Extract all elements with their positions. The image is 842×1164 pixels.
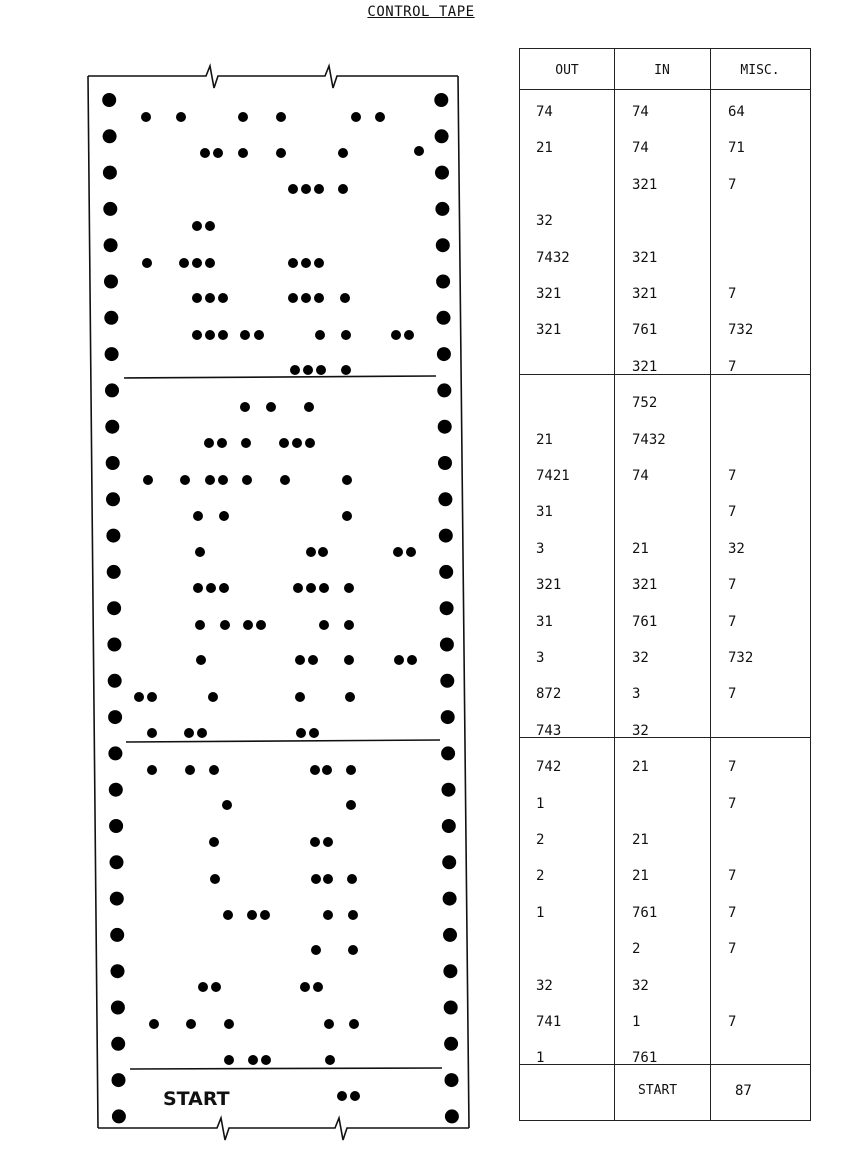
table-cell-in: 32 <box>632 650 649 666</box>
sprocket-hole <box>445 1109 459 1123</box>
sprocket-hole <box>442 855 456 869</box>
data-hole <box>209 837 219 847</box>
data-hole <box>345 692 355 702</box>
sprocket-hole <box>434 93 448 107</box>
data-hole <box>238 148 248 158</box>
data-hole <box>185 765 195 775</box>
table-cell-out: 1 <box>536 904 545 921</box>
sprocket-hole <box>111 1001 125 1015</box>
table-cell-out: 741 <box>536 1014 562 1030</box>
data-hole <box>292 438 302 448</box>
table-cell-out: 7421 <box>536 468 570 484</box>
sprocket-hole <box>104 238 118 252</box>
data-hole <box>295 692 305 702</box>
section-divider-1 <box>520 374 810 375</box>
sprocket-hole <box>106 529 120 543</box>
sprocket-hole <box>443 892 457 906</box>
table-cell-out: 1 <box>536 795 545 812</box>
sprocket-hole <box>435 166 449 180</box>
data-hole <box>315 330 325 340</box>
data-hole <box>200 148 210 158</box>
data-hole <box>224 1019 234 1029</box>
data-hole <box>266 402 276 412</box>
data-hole <box>193 511 203 521</box>
sprocket-hole <box>112 1073 126 1087</box>
data-hole <box>311 945 321 955</box>
data-hole <box>341 330 351 340</box>
data-hole <box>240 330 250 340</box>
data-hole <box>179 258 189 268</box>
data-hole <box>407 655 417 665</box>
data-hole <box>192 258 202 268</box>
sprocket-hole <box>440 674 454 688</box>
data-hole <box>192 221 202 231</box>
table-cell-misc: 71 <box>728 140 745 157</box>
table-cell-in: 321 <box>632 249 658 266</box>
data-hole <box>205 475 215 485</box>
data-hole <box>313 982 323 992</box>
data-hole <box>324 1019 334 1029</box>
data-hole <box>224 1055 234 1065</box>
sprocket-hole <box>111 1037 125 1051</box>
table-cell-in: 1 <box>632 1014 641 1030</box>
data-hole <box>147 728 157 738</box>
data-hole <box>323 874 333 884</box>
column-divider-1 <box>614 49 615 1120</box>
table-cell-misc: 7 <box>728 1014 737 1030</box>
table-cell-in: 761 <box>632 613 658 630</box>
sprocket-hole <box>103 166 117 180</box>
tape-frame <box>88 66 469 1140</box>
data-hole <box>180 475 190 485</box>
data-hole <box>256 620 266 630</box>
table-cell-misc: 7 <box>728 686 737 703</box>
data-hole <box>219 583 229 593</box>
header-in: IN <box>654 63 670 78</box>
data-hole <box>205 258 215 268</box>
table-cell-misc: 32 <box>728 540 745 557</box>
table-cell-out: 74 <box>536 104 553 120</box>
data-hole <box>238 112 248 122</box>
data-hole <box>260 910 270 920</box>
data-hole <box>316 365 326 375</box>
data-hole <box>222 800 232 810</box>
table-cell-out: 3 <box>536 650 545 666</box>
data-hole <box>338 184 348 194</box>
table-cell-misc: 7 <box>728 613 737 630</box>
data-hole <box>288 258 298 268</box>
sprocket-hole <box>440 638 454 652</box>
data-hole <box>193 583 203 593</box>
table-cell-in: 74 <box>632 104 649 120</box>
table-cell-misc: 7 <box>728 468 737 484</box>
table-cell-misc: 7 <box>728 904 737 921</box>
sprocket-holes-right <box>434 93 459 1123</box>
data-hole <box>338 148 348 158</box>
data-hole <box>349 1019 359 1029</box>
table-cell-out: 2 <box>536 868 545 885</box>
table-cell-in: 761 <box>632 322 658 339</box>
data-hole <box>322 765 332 775</box>
sprocket-hole <box>443 928 457 942</box>
data-hole <box>293 583 303 593</box>
sprocket-hole <box>439 529 453 543</box>
data-hole <box>303 365 313 375</box>
sprocket-hole <box>107 565 121 579</box>
table-cell-out: 872 <box>536 686 562 703</box>
table-cell-out: 32 <box>536 977 553 994</box>
data-hole <box>344 620 354 630</box>
data-hole <box>391 330 401 340</box>
table-cell-in: 21 <box>632 540 649 557</box>
sprocket-hole <box>441 710 455 724</box>
data-hole <box>309 728 319 738</box>
data-hole <box>344 583 354 593</box>
data-hole <box>176 112 186 122</box>
data-hole <box>295 655 305 665</box>
table-cell-misc: 7 <box>728 286 737 302</box>
data-hole <box>323 910 333 920</box>
data-hole <box>323 837 333 847</box>
sprocket-hole <box>437 347 451 361</box>
data-hole <box>279 438 289 448</box>
sprocket-hole <box>104 275 118 289</box>
data-hole <box>223 910 233 920</box>
table-cell-misc: 7 <box>728 504 737 521</box>
table-cell-in: 752 <box>632 395 658 412</box>
data-hole <box>147 765 157 775</box>
data-hole <box>306 583 316 593</box>
data-hole <box>243 620 253 630</box>
table-cell-misc: 7 <box>728 941 737 958</box>
data-hole <box>192 293 202 303</box>
sprocket-hole <box>105 420 119 434</box>
data-hole <box>218 330 228 340</box>
sprocket-hole <box>436 238 450 252</box>
sprocket-hole <box>109 783 123 797</box>
sprocket-hole <box>442 819 456 833</box>
data-hole <box>375 112 385 122</box>
data-hole <box>314 293 324 303</box>
header-divider <box>520 89 810 90</box>
sprocket-hole <box>438 492 452 506</box>
data-hole <box>290 365 300 375</box>
data-hole <box>406 547 416 557</box>
sprocket-hole <box>103 129 117 143</box>
data-hole <box>149 1019 159 1029</box>
data-hole <box>301 184 311 194</box>
data-hole <box>342 511 352 521</box>
data-hole <box>314 258 324 268</box>
table-cell-in: 21 <box>632 868 649 885</box>
table-cell-out: 21 <box>536 140 553 157</box>
data-hole <box>300 982 310 992</box>
sprocket-hole <box>435 202 449 216</box>
table-cell-misc: 7 <box>728 795 737 812</box>
table-cell-in: 321 <box>632 286 658 302</box>
sprocket-hole <box>443 964 457 978</box>
table-cell-in: 761 <box>632 904 658 921</box>
data-holes <box>134 112 424 1101</box>
data-hole <box>301 293 311 303</box>
sprocket-hole <box>103 202 117 216</box>
data-hole <box>393 547 403 557</box>
data-hole <box>280 475 290 485</box>
data-hole <box>208 692 218 702</box>
data-hole <box>196 655 206 665</box>
column-divider-2 <box>710 49 711 1120</box>
table-cell-in: 74 <box>632 468 649 484</box>
data-hole <box>318 547 328 557</box>
sprocket-hole <box>107 601 121 615</box>
data-hole <box>211 982 221 992</box>
header-misc: MISC. <box>740 63 780 78</box>
sprocket-hole <box>437 383 451 397</box>
table-cell-in: 761 <box>632 1050 658 1067</box>
data-hole <box>192 330 202 340</box>
data-hole <box>337 1091 347 1101</box>
data-hole <box>197 728 207 738</box>
table-cell-out: 21 <box>536 431 553 448</box>
data-hole <box>205 293 215 303</box>
table-cell-misc: 64 <box>728 104 745 120</box>
sprocket-hole <box>105 347 119 361</box>
header-out: OUT <box>555 63 579 78</box>
footer-misc: 87 <box>735 1083 752 1099</box>
sprocket-hole <box>110 892 124 906</box>
table-cell-misc: 7 <box>728 176 737 193</box>
data-hole <box>348 945 358 955</box>
table-cell-in: 74 <box>632 140 649 157</box>
table-cell-out: 742 <box>536 759 562 776</box>
data-hole <box>213 148 223 158</box>
sprocket-hole <box>438 420 452 434</box>
data-hole <box>184 728 194 738</box>
control-table <box>519 48 811 1121</box>
data-hole <box>247 910 257 920</box>
table-cell-out: 31 <box>536 613 553 630</box>
data-hole <box>242 475 252 485</box>
table-cell-out: 743 <box>536 722 562 739</box>
data-hole <box>341 365 351 375</box>
data-hole <box>347 874 357 884</box>
data-hole <box>288 184 298 194</box>
data-hole <box>210 874 220 884</box>
data-hole <box>276 148 286 158</box>
tape-start-label: START <box>163 1088 230 1110</box>
table-cell-in: 21 <box>632 759 649 776</box>
table-cell-out: 321 <box>536 286 562 302</box>
sprocket-hole <box>439 565 453 579</box>
sprocket-holes-left <box>102 93 126 1123</box>
table-cell-out: 7432 <box>536 249 570 266</box>
table-cell-out: 321 <box>536 322 562 339</box>
data-hole <box>319 620 329 630</box>
data-hole <box>351 112 361 122</box>
data-hole <box>143 475 153 485</box>
sprocket-hole <box>105 383 119 397</box>
data-hole <box>218 293 228 303</box>
data-hole <box>394 655 404 665</box>
document-title: CONTROL TAPE <box>367 4 475 20</box>
sprocket-hole <box>444 1037 458 1051</box>
sprocket-hole <box>108 746 122 760</box>
data-hole <box>241 438 251 448</box>
data-hole <box>186 1019 196 1029</box>
sprocket-hole <box>437 311 451 325</box>
sprocket-hole <box>110 855 124 869</box>
sprocket-hole <box>102 93 116 107</box>
data-hole <box>304 402 314 412</box>
table-cell-in: 321 <box>632 176 658 193</box>
data-hole <box>346 800 356 810</box>
table-cell-in: 32 <box>632 977 649 994</box>
section-divider-2 <box>520 737 810 738</box>
table-cell-in: 21 <box>632 832 649 848</box>
table-cell-in: 321 <box>632 577 658 594</box>
data-hole <box>204 438 214 448</box>
sprocket-hole <box>104 311 118 325</box>
data-hole <box>301 258 311 268</box>
data-hole <box>209 765 219 775</box>
data-hole <box>206 583 216 593</box>
data-hole <box>296 728 306 738</box>
table-cell-out: 1 <box>536 1050 545 1067</box>
table-cell-out: 2 <box>536 832 545 848</box>
sprocket-hole <box>436 275 450 289</box>
sprocket-hole <box>109 819 123 833</box>
sprocket-hole <box>442 783 456 797</box>
table-cell-in: 32 <box>632 722 649 739</box>
table-cell-misc: 7 <box>728 868 737 885</box>
data-hole <box>198 982 208 992</box>
data-hole <box>350 1091 360 1101</box>
sprocket-hole <box>441 746 455 760</box>
sprocket-hole <box>438 456 452 470</box>
data-hole <box>340 293 350 303</box>
data-hole <box>261 1055 271 1065</box>
sprocket-hole <box>111 964 125 978</box>
sprocket-hole <box>112 1109 126 1123</box>
table-cell-misc: 732 <box>728 322 754 339</box>
data-hole <box>342 475 352 485</box>
data-hole <box>195 547 205 557</box>
data-hole <box>348 910 358 920</box>
sprocket-hole <box>107 638 121 652</box>
sprocket-hole <box>110 928 124 942</box>
table-cell-misc: 732 <box>728 650 754 666</box>
sprocket-hole <box>445 1073 459 1087</box>
sprocket-hole <box>106 492 120 506</box>
sprocket-hole <box>108 674 122 688</box>
data-hole <box>254 330 264 340</box>
data-hole <box>147 692 157 702</box>
footer-divider <box>520 1064 810 1065</box>
data-hole <box>325 1055 335 1065</box>
data-hole <box>288 293 298 303</box>
footer-in: START <box>638 1083 678 1098</box>
table-cell-in: 2 <box>632 941 641 958</box>
data-hole <box>276 112 286 122</box>
data-hole <box>346 765 356 775</box>
data-hole <box>134 692 144 702</box>
data-hole <box>344 655 354 665</box>
data-hole <box>217 438 227 448</box>
table-cell-in: 3 <box>632 686 641 703</box>
data-hole <box>305 438 315 448</box>
data-hole <box>314 184 324 194</box>
sprocket-hole <box>106 456 120 470</box>
data-hole <box>205 330 215 340</box>
table-cell-out: 32 <box>536 213 553 230</box>
table-cell-out: 321 <box>536 577 562 594</box>
data-hole <box>220 620 230 630</box>
table-cell-misc: 7 <box>728 358 737 375</box>
data-hole <box>195 620 205 630</box>
table-cell-in: 321 <box>632 358 658 375</box>
table-cell-out: 3 <box>536 540 545 557</box>
data-hole <box>310 765 320 775</box>
sprocket-hole <box>108 710 122 724</box>
table-cell-in: 7432 <box>632 431 666 448</box>
table-cell-misc: 7 <box>728 759 737 776</box>
sprocket-hole <box>444 1001 458 1015</box>
data-hole <box>306 547 316 557</box>
data-hole <box>141 112 151 122</box>
data-hole <box>240 402 250 412</box>
table-cell-out: 31 <box>536 504 553 521</box>
data-hole <box>311 874 321 884</box>
data-hole <box>142 258 152 268</box>
data-hole <box>404 330 414 340</box>
data-hole <box>308 655 318 665</box>
data-hole <box>414 146 424 156</box>
data-hole <box>205 221 215 231</box>
data-hole <box>218 475 228 485</box>
data-hole <box>319 583 329 593</box>
data-hole <box>310 837 320 847</box>
data-hole <box>248 1055 258 1065</box>
table-cell-misc: 7 <box>728 577 737 594</box>
sprocket-hole <box>440 601 454 615</box>
sprocket-hole <box>435 129 449 143</box>
data-hole <box>219 511 229 521</box>
